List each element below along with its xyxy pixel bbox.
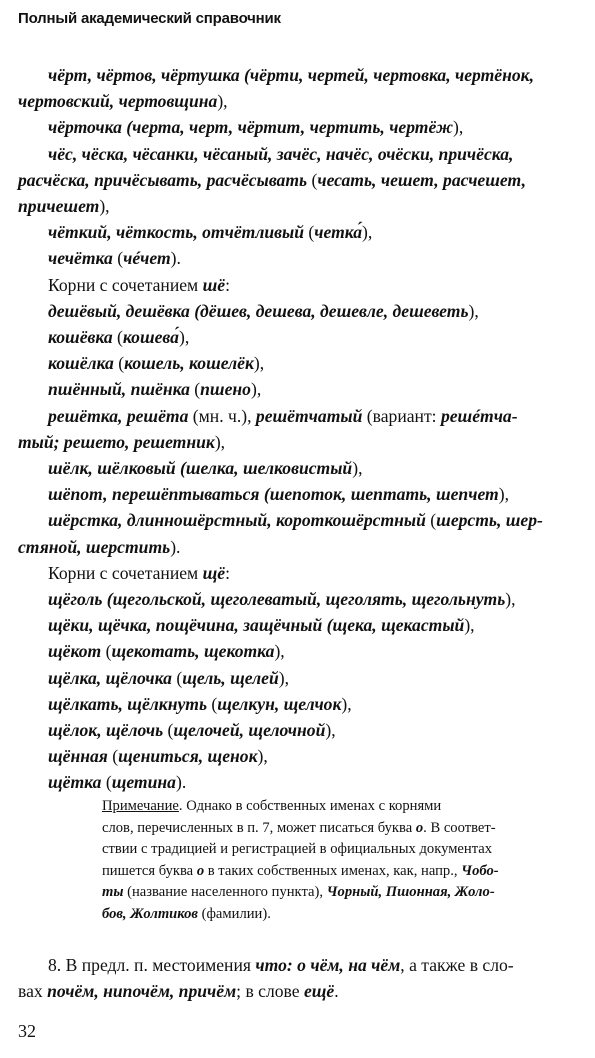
text-line	[18, 455, 578, 481]
text-fragment: (фамилии).	[197, 905, 271, 922]
example-word: четка́	[314, 222, 363, 243]
text-line	[18, 429, 578, 455]
text-fragment: слов, перечисленных в п. 7, может писаться буква	[102, 819, 416, 836]
text-fragment: . Однако в собственных именах с корнями	[178, 798, 442, 814]
paragraph-line	[18, 952, 578, 978]
text-fragment: вах	[18, 981, 48, 1002]
note-line	[102, 861, 578, 883]
example-word: щёлка, щёлочка	[48, 667, 172, 688]
example-word: чёрточка (черта, черт, чёртит, чертить, чертёж	[48, 117, 454, 138]
text-line	[18, 62, 578, 88]
example-word: чечётка	[48, 248, 113, 269]
text-line	[18, 691, 578, 717]
note-title: Примечание	[102, 798, 179, 814]
text-fragment: (	[163, 720, 174, 741]
text-fragment: ).	[170, 536, 181, 557]
example-word: дешёвый, дешёвка (дёшев, дешева, дешевле, дешеветь	[48, 300, 469, 321]
example-word: щёлок, щёлочь	[48, 720, 164, 741]
example-word: щениться, щенок	[118, 746, 258, 767]
example-word: щёлкать, щёлкнуть	[48, 693, 208, 714]
example-word: бов, Жолтиков	[102, 905, 198, 922]
example-word: щетина	[111, 772, 176, 793]
example-word: шё	[202, 274, 226, 295]
example-word: решётчатый	[255, 405, 363, 426]
example-word: чесать, чешет, расчешет,	[317, 169, 526, 190]
text-line	[18, 481, 578, 507]
example-word: щённая	[48, 746, 108, 767]
text-fragment: (вариант:	[362, 405, 441, 426]
text-fragment: ),	[453, 117, 464, 138]
text-fragment: , а также в сло-	[400, 955, 514, 975]
text-fragment: 8. В предл. п. местоимения	[48, 955, 256, 975]
text-line	[18, 534, 578, 560]
text-fragment: ),	[214, 431, 226, 452]
example-word: о	[196, 862, 205, 879]
text-fragment: ),	[257, 746, 268, 767]
text-fragment: ),	[464, 615, 475, 636]
text-fragment: ),	[253, 353, 265, 374]
example-word: шёлк, шёлковый (шелка, шелковистый	[48, 458, 353, 479]
text-line	[18, 245, 578, 271]
text-line	[18, 612, 578, 638]
text-line	[18, 560, 578, 586]
text-line	[18, 219, 578, 245]
text-line	[18, 141, 578, 167]
text-fragment: (	[171, 667, 183, 688]
text-line	[18, 272, 578, 298]
text-line	[18, 167, 578, 193]
text-fragment: ),	[352, 458, 363, 479]
example-word: расчёска, причёсывать, расчёсывать	[18, 169, 308, 190]
text-line	[18, 769, 578, 795]
text-fragment: (название населенного пункта),	[123, 884, 327, 901]
text-line	[18, 376, 578, 402]
text-fragment: (	[307, 169, 318, 190]
text-fragment: (	[112, 248, 124, 269]
text-fragment: ; в слове	[236, 981, 304, 1002]
text-line	[18, 298, 578, 324]
text-line	[18, 586, 578, 612]
example-word: решéтча-	[440, 405, 518, 426]
text-line	[18, 350, 578, 376]
text-fragment: (	[189, 379, 201, 400]
text-fragment: ),	[468, 300, 479, 321]
text-fragment: Корни с сочетанием	[48, 274, 203, 295]
example-word: пшено	[200, 379, 251, 400]
text-fragment: (	[304, 222, 315, 243]
text-fragment: :	[225, 274, 230, 295]
example-word: кошева́	[122, 327, 179, 348]
example-word: шерсть, шер-	[436, 510, 543, 531]
example-word: кошёвка	[48, 327, 113, 348]
example-word: кошёлка	[48, 353, 114, 374]
text-fragment: (	[425, 510, 437, 531]
text-fragment: (	[101, 772, 112, 793]
example-word: стяной, шерстить	[18, 536, 171, 557]
example-word: щё	[202, 562, 226, 583]
note-line	[102, 882, 578, 904]
text-fragment: . В соответ-	[423, 819, 496, 836]
example-word: ещё	[303, 981, 335, 1002]
text-fragment: (	[112, 327, 123, 348]
example-word: чертовский, чертовщина	[18, 91, 218, 112]
text-fragment: (мн. ч.),	[188, 405, 256, 426]
example-word: шёпот, перешёптываться (шепоток, шептать, шепчет	[48, 484, 499, 505]
example-word: чёрт, чёртов, чёртушка (чёрти, чертей, чертовка, чертёнок,	[48, 65, 535, 85]
example-word: о	[415, 819, 424, 836]
text-fragment: ),	[362, 222, 373, 243]
example-word: чéчет	[123, 248, 171, 269]
example-word: щётка	[48, 772, 102, 793]
text-fragment: (	[113, 353, 125, 374]
example-word: ты	[102, 884, 124, 901]
note-line	[102, 839, 578, 861]
text-line	[18, 114, 578, 140]
example-word: причешет	[18, 196, 100, 217]
text-fragment: ),	[498, 484, 509, 505]
paragraph-line	[18, 978, 578, 1004]
text-fragment: ),	[99, 196, 110, 217]
example-word: щелочей, щелочной	[173, 720, 326, 741]
text-fragment: ),	[278, 667, 289, 688]
note-block	[102, 796, 578, 926]
example-word: кошель, кошелёк	[124, 353, 254, 374]
text-fragment: ),	[325, 720, 336, 741]
paragraph-8	[18, 952, 578, 1004]
text-fragment: ).	[170, 248, 181, 269]
text-line	[18, 665, 578, 691]
text-fragment: ),	[341, 693, 352, 714]
note-line	[102, 818, 578, 840]
example-word: щель, щелей	[182, 667, 279, 688]
example-word: щелкун, щелчок	[217, 693, 342, 714]
example-word: щёки, щёчка, пощёчина, защёчный (щека, щекастый	[48, 615, 465, 636]
note-line	[102, 796, 578, 818]
example-word: щёголь (щегольской, щеголеватый, щеголять, щегольнуть	[48, 589, 506, 610]
text-fragment: ),	[250, 379, 262, 400]
text-fragment: ),	[274, 641, 285, 662]
text-line	[18, 638, 578, 664]
example-word: щёкот	[48, 641, 102, 662]
text-fragment: ствии с традицией и регистрацией в официальных документах	[102, 841, 493, 858]
example-word: пшённый, пшёнка	[48, 379, 190, 400]
example-word: шёрстка, длинношёрстный, короткошёрстный	[48, 510, 426, 531]
example-word: тый; решето, решетник	[18, 431, 215, 452]
text-fragment: ).	[175, 772, 187, 793]
text-fragment: :	[225, 562, 230, 583]
example-word: чёткий, чёткость, отчётливый	[48, 222, 304, 243]
text-line	[18, 717, 578, 743]
text-fragment: Корни с сочетанием	[48, 562, 203, 583]
example-word: почём, нипочём, причём	[47, 981, 237, 1002]
text-fragment: в таких собственных именах, как, напр.,	[204, 862, 462, 879]
running-header: Полный академический справочник	[18, 10, 281, 27]
text-fragment: .	[334, 981, 339, 1002]
page-number: 32	[18, 1021, 36, 1041]
text-fragment: ),	[505, 589, 516, 610]
example-word: Чобо-	[461, 862, 499, 879]
example-word: что: о чём, на чём	[255, 955, 401, 975]
example-word: щекотать, щекотка	[111, 641, 275, 662]
main-text	[18, 62, 578, 796]
example-word: Чорный, Пшонная, Жоло-	[326, 884, 495, 901]
text-line	[18, 193, 578, 219]
note-line	[102, 904, 578, 926]
text-line	[18, 403, 578, 429]
text-line	[18, 324, 578, 350]
text-fragment: (	[207, 693, 218, 714]
text-line	[18, 743, 578, 769]
text-fragment: ),	[217, 91, 228, 112]
text-line	[18, 88, 578, 114]
text-line	[18, 507, 578, 533]
text-fragment: пишется буква	[102, 862, 197, 879]
example-word: решётка, решёта	[48, 405, 189, 426]
text-fragment: (	[101, 641, 112, 662]
text-fragment: (	[107, 746, 119, 767]
text-fragment: ),	[178, 327, 190, 348]
example-word: чёс, чёска, чёсанки, чёсаный, зачёс, начёс, очёски, причёска,	[48, 143, 514, 164]
